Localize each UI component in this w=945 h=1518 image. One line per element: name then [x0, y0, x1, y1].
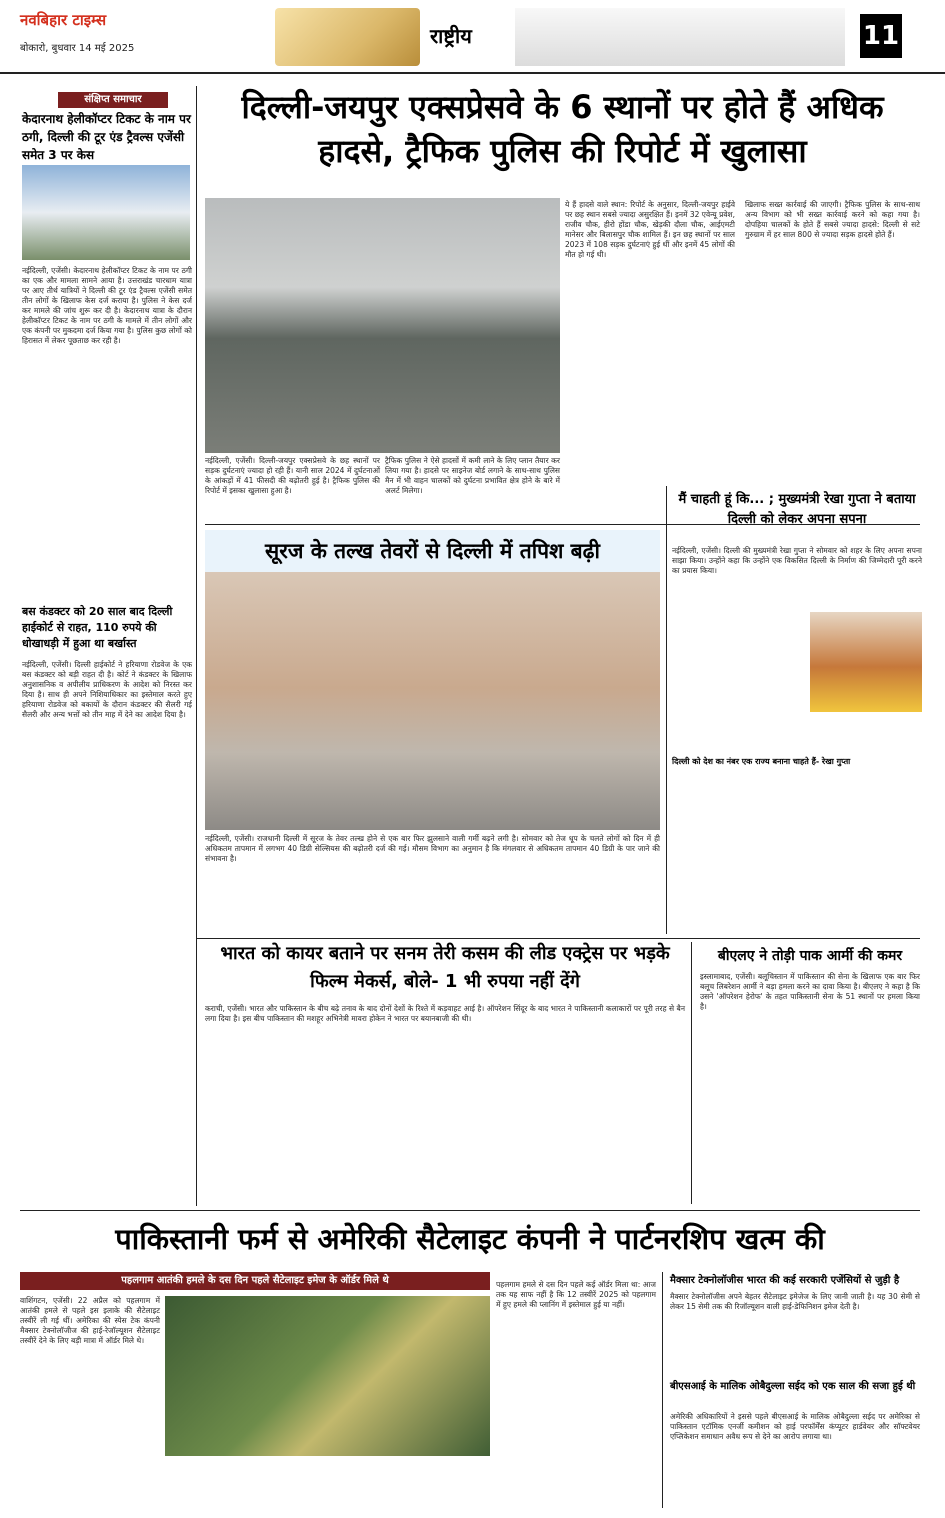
chief-minister-photo — [810, 612, 922, 712]
left-body-1: नईदिल्ली, एजेंसी। केदारनाथ हेलीकॉप्टर टिकट के नाम पर ठगी का एक और मामला सामने आया है। उत्तराखंड चारधाम यात्रा पर आए तीर्थ यात्रियों ने दिल्ली की टूर एंड ट्रैवल्स एजेंसी समेत तीन लोगों के खिलाफ केस दर्ज कराया है। पुलिस ने केस दर्ज कर मामले की जांच शुरू कर दी है। केदारनाथ यात्रा के दौरान हेलीकॉप्टर टिकट के नाम पर ठगी के मामले में तीन लोगों और एक कंपनी पर मुकदमा दर्ज किया गया है। पुलिस कुछ लोगों को हिरासत में लेकर पूछताछ कर रही है। — [22, 266, 195, 345]
lead-col-1: नईदिल्ली, एजेंसी। दिल्ली-जयपुर एक्सप्रेसवे के छह स्थानों पर सड़क दुर्घटनाएं ज्यादा हो रही हैं। यानी साल 2024 में दुर्घटनाओं के आंकड़ों में 41 फीसदी की बढ़ोतरी हुई है। ट्रैफिक पुलिस की रिपोर्ट में इसका खुलासा हुआ है। — [205, 456, 383, 495]
newspaper-logo: नवबिहार टाइम्स — [20, 11, 107, 29]
left-headline-1: केदारनाथ हेलीकॉप्टर टिकट के नाम पर ठगी, दिल्ली की टूर एंड ट्रैवल्स एजेंसी समेत 3 पर केस — [22, 112, 191, 162]
lead-col-2: ट्रैफिक पुलिस ने ऐसे हादसों में कमी लाने के लिए प्लान तैयार कर लिया गया है। हादसे पर साइनेज बोर्ड लगाने के साथ-साथ पुलिस मैन में भी वाहन चालकों को दुर्घटना प्रभावित क्षेत्र होने के बारे में अलर्ट मिलेगा। — [385, 456, 563, 495]
lead-headline: दिल्ली-जयपुर एक्सप्रेसवे के 6 स्थानों पर होते हैं अधिक हादसे, ट्रैफिक पुलिस की रिपोर्ट में खुलासा — [241, 88, 884, 170]
satellite-body: वाशिंगटन, एजेंसी। 22 अप्रैल को पहलगाम में आतंकी हमले से पहले इस इलाके की सैटेलाइट तस्वीरें ली गई थीं। अमेरिका की स्पेस टेक कंपनी मैक्सार टेक्नोलॉजीज की हाई-रेजॉल्यूशन सैटेलाइट तस्वीरें देने के लिए बड़ी मात्रा में ऑर्डर मिले थे। — [20, 1296, 163, 1345]
satellite-tag: पहलगाम आतंकी हमले के दस दिन पहले सैटेलाइट इमेज के ऑर्डर मिले थे — [20, 1272, 490, 1290]
section-divider — [196, 938, 920, 939]
section-title: राष्ट्रीय — [430, 24, 472, 48]
page-number: 11 — [860, 14, 902, 58]
satellite-image — [165, 1296, 490, 1456]
brief-news-tag: संक्षिप्त समाचार — [58, 92, 168, 108]
bla-body: इस्लामाबाद, एजेंसी। बलूचिस्तान में पाकिस्तान की सेना के खिलाफ एक बार फिर बलूच लिबरेशन आर्मी ने बड़ा हमला करने का दावा किया है। बीएलए ने कहा है कि उसने 'ऑपरेशन हेरोफ' के तहत पाकिस्तानी सेना के 51 स्थानों पर हमला किया है। — [700, 972, 923, 1011]
satellite-headline: पाकिस्तानी फर्म से अमेरिकी सैटेलाइट कंपनी ने पार्टनरशिप खत्म की — [115, 1222, 825, 1256]
column-divider — [662, 1272, 663, 1508]
masthead — [0, 0, 945, 74]
bla-headline: बीएलए ने तोड़ी पाक आर्मी की कमर — [717, 948, 903, 964]
column-divider — [196, 86, 197, 1206]
satellite-side-body-2: अमेरिकी अधिकारियों ने इससे पहले बीएसआई के मालिक ओबैदुल्ला सईद पर अमेरिका से पाकिस्तान एटॉमिक एनर्जी कमीशन को हाई परफॉर्मेंस कंप्यूटर हार्डवेयर और सॉफ्टवेयर एप्लिकेशन समाधान अवैध रूप से देने का आरोप लगाया था। — [670, 1412, 923, 1441]
expressway-traffic-photo — [205, 198, 560, 453]
lead-col-3: ये हैं हादसे वाले स्थान: रिपोर्ट के अनुसार, दिल्ली-जयपुर हाईवे पर छह स्थान सबसे ज्यादा असुरक्षित हैं। इनमें 32 एवेन्यू प्रवेश, राजीव चौक, हीरो होंडा चौक, खेड़की दौला चौक, आईएमटी मानेसर और बिलासपुर चौक शामिल हैं। इन छह स्थानों पर साल 2023 में 108 सड़क दुर्घटनाएं हुई थीं और इनमें 45 लोगों की मौत हो गई थी। — [565, 200, 738, 259]
satellite-side-headline: मैक्सार टेक्नोलॉजीस भारत की कई सरकारी एजेंसियों से जुड़ी है — [670, 1275, 900, 1286]
cm-subhead: दिल्ली को देश का नंबर एक राज्य बनाना चाहते हैं- रेखा गुप्ता — [672, 757, 851, 766]
heat-headline: सूरज के तल्ख तेवरों से दिल्ली में तपिश बढ़ी — [205, 530, 660, 572]
sanam-body: कराची, एजेंसी। भारत और पाकिस्तान के बीच बढ़े तनाव के बाद दोनों देशों के रिश्ते में कड़वाहट आई है। ऑपरेशन सिंदूर के बाद भारत ने पाकिस्तानी कलाकारों पर पूरी तरह से बैन लगा दिया है। इस बीच पाकिस्तान की मशहूर अभिनेत्री मावरा होकेन ने भारत पर बयानबाजी की थी। — [205, 1004, 688, 1023]
left-body-2: नईदिल्ली, एजेंसी। दिल्ली हाईकोर्ट ने हरियाणा रोडवेज के एक बस कंडक्टर को बड़ी राहत दी है। कोर्ट ने कंडक्टर के खिलाफ अनुशासनिक व अपीलीय प्राधिकरण के आदेश को निरस्त कर दिया है। साथ ही अपने निशियाधिकार का इस्तेमाल करते हुए हरियाणा रोडवेज को बकायों के दौरान कंडक्टर की सैलरी गई सैलरी और अन्य भत्तों को तीन माह में देने का आदेश दिया है। — [22, 660, 195, 719]
bihar-map-illustration — [275, 8, 420, 66]
satellite-side-body: मैक्सार टेक्नोलॉजीस अपने बेहतर सैटेलाइट इमेजेज के लिए जानी जाती है। यह 30 सेमी से लेकर 15 सेमी तक की रिजॉल्यूशन वाली हाई-डेफिनिशन इमेज देती है। — [670, 1292, 923, 1311]
lead-col-4: खिलाफ सख्त कार्रवाई की जाएगी। ट्रैफिक पुलिस के साथ-साथ अन्य विभाग को भी सख्त कार्रवाई करने को कहा गया है। दोपहिया चालकों के होते हैं सबसे ज्यादा हादसे: दिल्ली से सटे गुरुग्राम में हर साल 800 से ज्यादा सड़क हादसे होते हैं। — [745, 200, 923, 239]
header-illustration — [515, 8, 845, 66]
left-headline-2: बस कंडक्टर को 20 साल बाद दिल्ली हाईकोर्ट से राहत, 110 रुपये की धोखाधड़ी में हुआ था बर्खास्त — [22, 605, 173, 650]
heat-pedestrians-photo — [205, 572, 660, 830]
satellite-side-headline-2: बीएसआई के मालिक ओबैदुल्ला सईद को एक साल की सजा हुई थी — [670, 1381, 916, 1392]
sanam-headline: भारत को कायर बताने पर सनम तेरी कसम की लीड एक्ट्रेस पर भड़के फिल्म मेकर्स, बोले- 1 भी रुपया नहीं देंगे — [220, 943, 670, 992]
satellite-body-2: पहलगाम हमले से दस दिन पहले कई ऑर्डर मिला था: आज तक यह साफ नहीं है कि 12 तस्वीरें 2025 को पहलगाम में हुए हमले की प्लानिंग में इस्तेमाल हुई या नहीं। — [496, 1280, 659, 1309]
heat-body: नईदिल्ली, एजेंसी। राजधानी दिल्ली में सूरज के तेवर तल्ख होने से एक बार फिर झुलसाने वाली गर्मी बढ़ने लगी है। सोमवार को तेज धूप के चलते लोगों को दिन में ही अधिकतम तापमान में लगभग 40 डिग्री सेल्सियस की बढ़ोतरी दर्ज की गई। मौसम विभाग का अनुमान है कि मंगलवार से अधिकतम तापमान 40 डिग्री के पार जाने की संभावना है। — [205, 834, 663, 863]
edition-date: बोकारो, बुधवार 14 मई 2025 — [20, 43, 135, 54]
column-divider — [666, 486, 667, 934]
column-divider — [691, 942, 692, 1204]
helicopter-photo — [22, 165, 190, 260]
section-divider — [20, 1210, 920, 1211]
cm-body: नईदिल्ली, एजेंसी। दिल्ली की मुख्यमंत्री रेखा गुप्ता ने सोमवार को शहर के लिए अपना सपना साझा किया। उन्होंने कहा कि उन्होंने एक विकसित दिल्ली के निर्माण की जिम्मेदारी पूरी करने का प्रयास किया। — [672, 546, 925, 575]
cm-headline: मैं चाहती हूं कि... ; मुख्यमंत्री रेखा गुप्ता ने बताया दिल्ली को लेकर अपना सपना — [678, 492, 916, 527]
